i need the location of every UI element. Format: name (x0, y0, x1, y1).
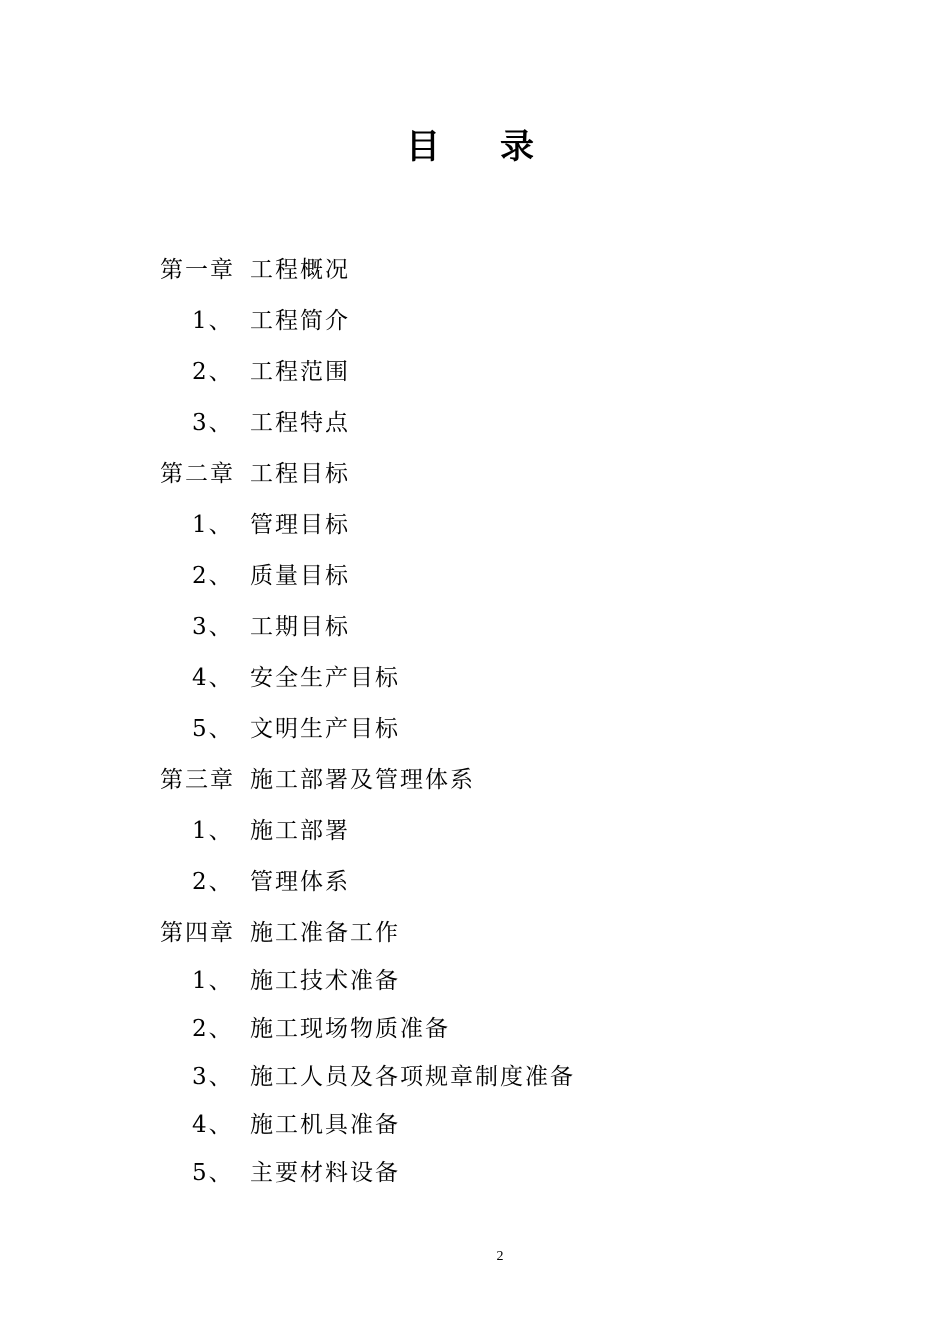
toc-item-text: 主要材料设备 (250, 1160, 400, 1186)
toc-item-number: 2、 (192, 563, 234, 589)
toc-item-text: 文明生产目标 (250, 716, 400, 742)
toc-item-number: 1、 (192, 512, 234, 538)
toc-item-text: 施工准备工作 (250, 920, 400, 946)
toc-item-number: 2、 (192, 359, 234, 385)
toc-item-number: 4、 (192, 665, 234, 691)
toc-item-number: 第三章 (160, 767, 235, 793)
toc-item-text: 施工技术准备 (250, 968, 400, 994)
toc-item-text: 质量目标 (250, 563, 350, 589)
toc-item-text: 安全生产目标 (250, 665, 400, 691)
page-number: 2 (496, 1249, 504, 1264)
toc-item-number: 3、 (192, 410, 234, 436)
toc-item-text: 施工部署 (250, 818, 350, 844)
toc-item-number: 5、 (192, 1160, 234, 1186)
toc-item-text: 施工现场物质准备 (250, 1016, 450, 1042)
toc-item-number: 1、 (192, 308, 234, 334)
toc-item-number: 第四章 (160, 920, 235, 946)
toc-item-number: 2、 (192, 869, 234, 895)
toc-item-text: 工期目标 (250, 614, 350, 640)
toc-item-number: 2、 (192, 1016, 234, 1042)
toc-item-text: 管理目标 (250, 512, 350, 538)
toc-item-text: 施工部署及管理体系 (250, 767, 475, 793)
toc-item-text: 工程概况 (250, 257, 350, 283)
toc-title: 目录 (406, 127, 594, 167)
toc-item-number: 1、 (192, 818, 234, 844)
toc-item-text: 工程特点 (250, 410, 350, 436)
toc-item-number: 3、 (192, 1064, 234, 1090)
toc-item-text: 工程目标 (250, 461, 350, 487)
toc-item-number: 5、 (192, 716, 234, 742)
toc-item-number: 第一章 (160, 257, 235, 283)
toc-item-text: 施工机具准备 (250, 1112, 400, 1138)
toc-item-number: 第二章 (160, 461, 235, 487)
toc-item-number: 1、 (192, 968, 234, 994)
toc-item-text: 管理体系 (250, 869, 350, 895)
toc-item-text: 工程简介 (250, 308, 350, 334)
toc-item-number: 4、 (192, 1112, 234, 1138)
toc-item-text: 施工人员及各项规章制度准备 (250, 1064, 575, 1090)
toc-item-text: 工程范围 (250, 359, 350, 385)
toc-item-number: 3、 (192, 614, 234, 640)
